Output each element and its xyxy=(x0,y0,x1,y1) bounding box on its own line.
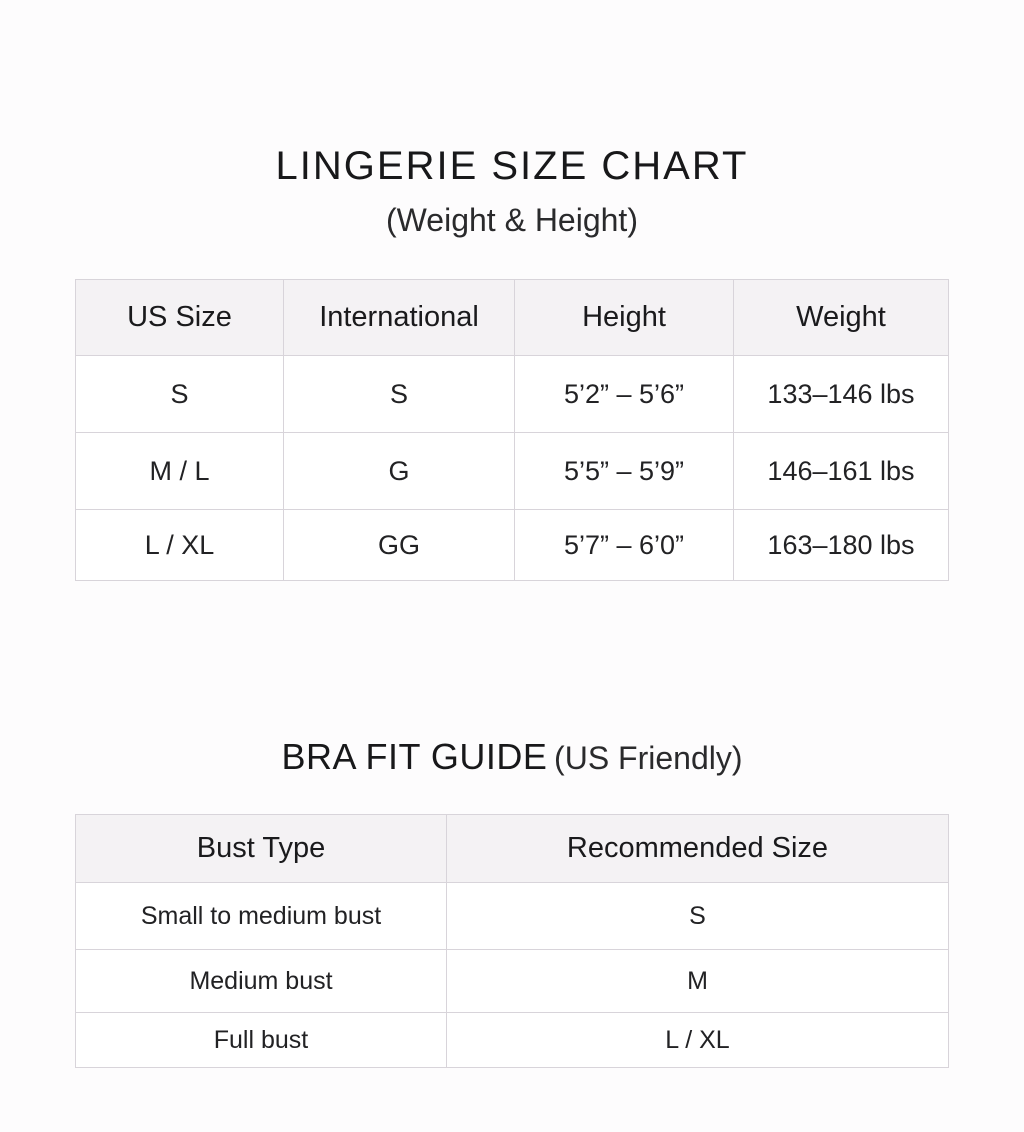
cell-height: 5’2” – 5’6” xyxy=(515,356,734,433)
column-header-weight: Weight xyxy=(734,280,949,356)
cell-international: GG xyxy=(284,510,515,581)
table-row xyxy=(76,883,949,950)
cell-bust-type: Small to medium bust xyxy=(76,883,447,950)
cell-bust-type: Medium bust xyxy=(76,950,447,1013)
cell-bust-type: Full bust xyxy=(76,1013,447,1068)
column-header-us-size: US Size xyxy=(76,280,284,356)
cell-international: G xyxy=(284,433,515,510)
cell-height: 5’5” – 5’9” xyxy=(515,433,734,510)
cell-height: 5’7” – 6’0” xyxy=(515,510,734,581)
table-row xyxy=(76,433,949,510)
table-row xyxy=(76,950,949,1013)
bra-guide-title-main: BRA FIT GUIDE xyxy=(281,736,548,777)
size-chart-subtitle: (Weight & Height) xyxy=(386,202,638,238)
size-chart-table xyxy=(75,279,949,581)
cell-international: S xyxy=(284,356,515,433)
cell-weight: 163–180 lbs xyxy=(734,510,949,581)
column-header-height: Height xyxy=(515,280,734,356)
bra-guide-table xyxy=(75,814,949,1068)
column-header-international: International xyxy=(284,280,515,356)
size-chart-title: LINGERIE SIZE CHART xyxy=(275,144,749,188)
cell-us-size: L / XL xyxy=(76,510,284,581)
table-row xyxy=(76,356,949,433)
table-header-row xyxy=(76,280,949,356)
cell-us-size: M / L xyxy=(76,433,284,510)
column-header-recommended-size: Recommended Size xyxy=(447,815,949,883)
cell-recommended-size: M xyxy=(447,950,949,1013)
bra-guide-title-note: (US Friendly) xyxy=(554,740,743,776)
table-header-row xyxy=(76,815,949,883)
column-header-bust-type: Bust Type xyxy=(76,815,447,883)
table-row xyxy=(76,510,949,581)
table-row xyxy=(76,1013,949,1068)
bra-guide-title xyxy=(0,736,1024,778)
cell-weight: 146–161 lbs xyxy=(734,433,949,510)
cell-recommended-size: S xyxy=(447,883,949,950)
cell-weight: 133–146 lbs xyxy=(734,356,949,433)
cell-recommended-size: L / XL xyxy=(447,1013,949,1068)
cell-us-size: S xyxy=(76,356,284,433)
